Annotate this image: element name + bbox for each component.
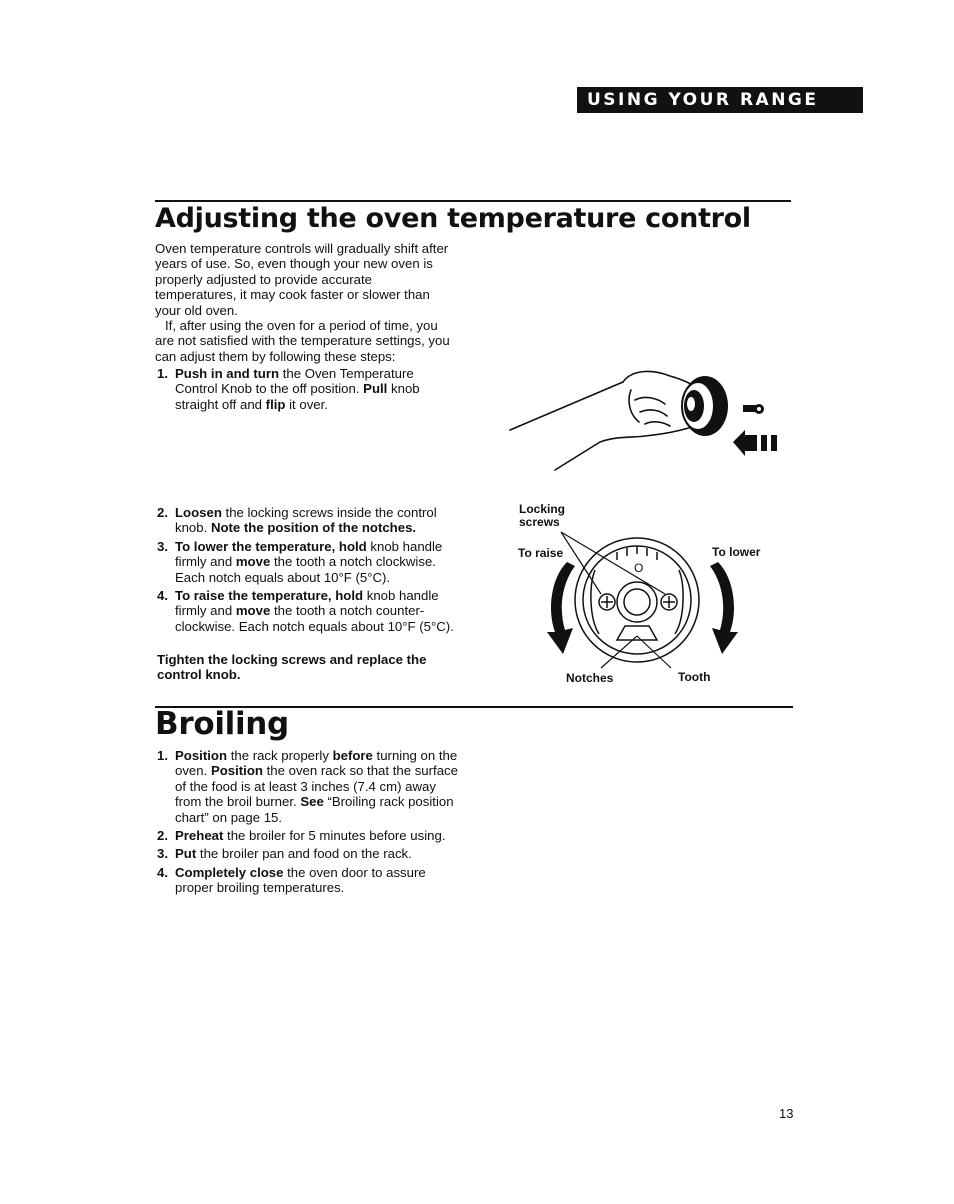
- step-emphasis: move: [235, 603, 271, 619]
- step-emphasis: Position: [175, 748, 228, 763]
- step-emphasis: See: [300, 794, 324, 810]
- step-text: the tooth a notch clockwise. Each notch equals about 10°F (5°C).: [175, 554, 436, 585]
- step-number: 2.: [157, 828, 168, 844]
- label-to-lower: To lower: [712, 545, 761, 559]
- section-tab: USING YOUR RANGE: [577, 87, 863, 113]
- knob-back-illustration: [555, 530, 725, 670]
- step-text: the rack properly: [227, 748, 333, 763]
- step-number: 4.: [157, 864, 168, 880]
- step-emphasis: before: [332, 748, 373, 763]
- step-text: the broiler for 5 minutes before using.: [223, 828, 446, 844]
- step-text: knob straight off and: [175, 381, 420, 412]
- lower-arrow-icon: [708, 560, 740, 655]
- step-text: the oven rack so that the surface of the food is at least 3 inches (7.4 cm) away from the broil burner.: [175, 763, 458, 810]
- step-emphasis: Completely close: [175, 864, 284, 880]
- step-number: 2.: [157, 505, 168, 520]
- step-text: turning on the oven.: [175, 748, 458, 779]
- hand-bottom-icon: [555, 426, 695, 470]
- broiling-step-list: [155, 748, 465, 899]
- list-item: [155, 748, 465, 825]
- label-tooth: Tooth: [678, 670, 711, 684]
- page-number: 13: [779, 1106, 794, 1121]
- step-text: the locking screws inside the control knob.: [175, 505, 437, 536]
- screw-left-icon: [599, 594, 615, 610]
- step-emphasis: Preheat: [175, 828, 224, 844]
- label-locking-screws: Locking screws: [519, 502, 566, 529]
- step-text: the tooth a notch counter-clockwise. Each notch equals about 10°F (5°C).: [175, 603, 454, 634]
- arm-outline-icon: [510, 382, 623, 430]
- step-text: knob handle firmly and: [175, 588, 439, 619]
- knob-removal-illustration: [505, 360, 790, 475]
- intro-paragraph-2: If, after using the oven for a period of time, you are not satisfied with the temperature settings, you can adjust them by following these steps:: [155, 318, 450, 364]
- step-text: it over.: [285, 396, 328, 412]
- step-number: 1.: [157, 366, 168, 381]
- step-number: 1.: [157, 748, 168, 763]
- list-item: [155, 588, 455, 634]
- section-divider: [155, 200, 791, 202]
- section-title-adjusting: Adjusting the oven temperature control: [155, 203, 751, 234]
- list-item: [155, 865, 465, 896]
- label-to-raise: To raise: [518, 546, 564, 560]
- knob-letter: O: [634, 561, 644, 575]
- knob-rim-icon: [575, 538, 699, 662]
- step-emphasis: To lower the temperature, hold: [175, 538, 367, 554]
- list-item: [155, 539, 455, 585]
- adjust-step-list-2: [155, 505, 455, 637]
- step-emphasis: move: [235, 554, 271, 570]
- list-item: [155, 366, 440, 412]
- step-text: the oven door to assure proper broiling temperatures.: [175, 864, 426, 896]
- pull-arrow-icon: [733, 430, 777, 456]
- label-notches: Notches: [566, 671, 614, 685]
- section-title-broiling: Broiling: [155, 706, 289, 742]
- leader-lines-icon: [561, 532, 671, 668]
- step-emphasis: Pull: [363, 381, 388, 397]
- step-emphasis: Position: [210, 763, 263, 779]
- step-emphasis: flip: [265, 396, 286, 412]
- step-text: “Broiling rack position chart” on page 15.: [175, 794, 454, 825]
- list-item: [155, 828, 465, 843]
- key-icon: [743, 404, 764, 414]
- step-emphasis: Loosen: [175, 505, 222, 520]
- step-number: 3.: [157, 846, 168, 862]
- step-text: knob handle firmly and: [175, 538, 443, 570]
- raise-arrow-icon: [545, 560, 577, 655]
- step-number: 3.: [157, 538, 168, 554]
- step-text: the Oven Temperature Control Knob to the off position.: [175, 366, 414, 397]
- list-item: [155, 846, 465, 861]
- step-emphasis: To raise the temperature, hold: [175, 588, 364, 604]
- screw-right-icon: [661, 594, 677, 610]
- intro-paragraph-1: Oven temperature controls will gradually shift after years of use. So, even though your new oven is properly adjusted to provide accurate temperatures, it may cook faster or slower than your old oven.: [155, 241, 449, 318]
- step-emphasis: Put: [175, 846, 197, 862]
- closing-instruction: Tighten the locking screws and replace the control knob.: [157, 652, 427, 683]
- list-item: [155, 505, 455, 536]
- step-emphasis: Note the position of the notches.: [210, 520, 417, 536]
- adjust-step-list-1: [155, 366, 440, 415]
- step-text: the broiler pan and food on the rack.: [196, 846, 412, 862]
- step-number: 4.: [157, 588, 168, 604]
- step-emphasis: Push in and turn: [175, 366, 280, 381]
- knob-icon: [682, 376, 728, 436]
